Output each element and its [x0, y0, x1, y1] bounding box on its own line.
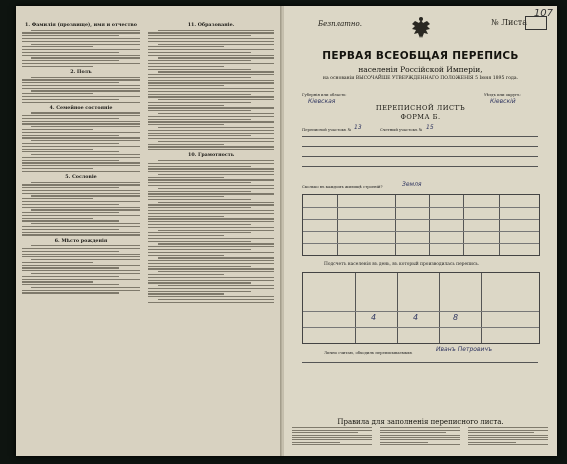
dwelling-table-label: Сколько въ каждомъ жилищѣ строеній?	[302, 184, 383, 189]
folio-number: 107	[533, 8, 553, 19]
text-line	[380, 427, 460, 428]
text-line	[148, 282, 251, 283]
left-column-2	[148, 20, 274, 426]
left-heading-fio: 1. Фамилія (прозвище), имя и отчество	[25, 22, 137, 28]
text-line	[22, 201, 140, 202]
text-line	[148, 185, 274, 186]
form-line	[302, 156, 538, 157]
text-line	[148, 55, 274, 56]
text-line	[31, 273, 140, 274]
text-line	[148, 88, 274, 89]
text-line	[148, 221, 274, 222]
text-line	[148, 166, 251, 167]
form-line	[302, 146, 538, 147]
text-line	[148, 46, 224, 47]
text-line	[31, 112, 140, 113]
uezd-label: Уѣздъ или округъ:	[484, 92, 521, 97]
text-line	[148, 63, 274, 64]
text-line	[22, 207, 140, 208]
text-line	[148, 232, 251, 233]
text-line	[158, 127, 274, 128]
sheet-number-label: № Листа	[491, 18, 527, 27]
text-line	[148, 241, 251, 242]
text-line	[22, 66, 93, 67]
text-line	[148, 105, 224, 106]
text-line	[148, 124, 224, 125]
text-line	[22, 184, 140, 185]
text-line	[22, 157, 140, 158]
count-title: Подсчетъ населенія въ день, въ который производилась перепись.	[324, 262, 480, 267]
text-line	[22, 248, 140, 249]
text-line	[22, 218, 93, 219]
text-line	[158, 174, 274, 175]
text-line	[148, 107, 274, 108]
double-headed-eagle-icon	[408, 16, 434, 42]
text-line	[148, 130, 274, 131]
text-line	[31, 182, 140, 183]
text-line	[148, 102, 251, 103]
text-line	[31, 30, 140, 31]
text-line	[148, 302, 274, 303]
text-line	[148, 119, 251, 120]
text-line	[148, 110, 251, 111]
text-line	[22, 229, 119, 230]
text-line	[148, 216, 224, 217]
text-line	[148, 177, 224, 178]
text-line	[31, 126, 140, 127]
text-line	[22, 46, 93, 47]
text-line	[148, 280, 274, 281]
document-spread	[16, 6, 557, 456]
text-line	[148, 168, 274, 169]
text-line	[148, 210, 274, 211]
left-heading-education: 11. Образованіе.	[187, 22, 235, 28]
text-line	[31, 223, 140, 224]
text-line	[468, 435, 548, 436]
text-line	[22, 55, 140, 56]
text-line	[148, 268, 274, 269]
text-line	[31, 77, 140, 78]
text-line	[22, 115, 140, 116]
text-line	[22, 267, 119, 268]
text-line	[148, 277, 274, 278]
text-line	[148, 133, 274, 134]
text-line	[468, 442, 516, 443]
text-line	[148, 135, 251, 136]
count-value-men: 4	[371, 313, 377, 322]
guberniya-label: Губернія или область:	[302, 92, 347, 97]
text-line	[292, 439, 372, 440]
text-line	[148, 218, 274, 219]
text-line	[158, 160, 274, 161]
text-line	[148, 96, 274, 97]
text-line	[31, 259, 140, 260]
text-line	[148, 91, 274, 92]
left-heading-literacy: 10. Грамотность	[188, 152, 234, 159]
text-line	[292, 432, 358, 433]
text-line	[468, 437, 548, 438]
text-line	[148, 146, 274, 147]
text-line	[148, 82, 274, 83]
text-line	[148, 49, 274, 50]
text-line	[22, 99, 119, 100]
text-line	[22, 279, 140, 280]
text-line	[148, 191, 251, 192]
text-line	[31, 140, 140, 141]
text-line	[148, 193, 274, 194]
text-line	[148, 213, 274, 214]
text-line	[148, 207, 251, 208]
enumerator-label: Лично считаю, обходилъ переписываемыхъ	[324, 350, 413, 355]
text-line	[380, 430, 460, 431]
text-line	[22, 88, 140, 89]
text-line	[380, 437, 460, 438]
text-line	[22, 63, 140, 64]
text-line	[22, 276, 119, 277]
dwelling-row-value: Земля	[402, 181, 422, 188]
text-line	[148, 196, 224, 197]
text-line	[22, 292, 119, 293]
text-line	[148, 255, 224, 256]
text-line	[22, 41, 140, 42]
text-line	[22, 52, 119, 53]
text-line	[148, 38, 274, 39]
text-line	[22, 290, 140, 291]
text-line	[22, 284, 119, 285]
text-line	[148, 171, 274, 172]
text-line	[158, 99, 274, 100]
text-line	[148, 224, 251, 225]
text-line	[158, 202, 274, 203]
text-line	[158, 113, 274, 114]
text-line	[22, 220, 119, 221]
text-line	[158, 44, 274, 45]
text-line	[158, 188, 274, 189]
text-line	[158, 243, 274, 244]
text-line	[31, 195, 140, 196]
text-line	[148, 138, 274, 139]
text-line	[158, 230, 274, 231]
text-line	[22, 121, 140, 122]
text-line	[148, 274, 224, 275]
left-heading-family: 4. Семейное состояніе	[49, 104, 113, 111]
left-page	[16, 6, 281, 456]
text-line	[22, 265, 140, 266]
text-line	[468, 444, 548, 445]
rules-title: Правила для заполненія переписного листа.	[337, 418, 504, 426]
text-line	[380, 442, 428, 443]
text-line	[22, 234, 140, 235]
census-subtitle: населенія Россійской Имперіи,	[358, 65, 483, 74]
text-line	[148, 291, 251, 292]
left-heading-birthplace: 6. Мѣсто рожденія	[54, 237, 108, 244]
text-line	[22, 137, 140, 138]
text-line	[148, 60, 251, 61]
text-line	[148, 52, 251, 53]
text-line	[31, 287, 140, 288]
text-line	[148, 77, 251, 78]
text-line	[31, 44, 140, 45]
text-line	[468, 427, 548, 428]
text-line	[148, 69, 251, 70]
census-title: ПЕРВАЯ ВСЕОБЩАЯ ПЕРЕПИСЬ	[322, 50, 519, 62]
text-line	[292, 430, 372, 431]
text-line	[148, 252, 274, 253]
text-line	[31, 209, 140, 210]
text-line	[148, 296, 274, 297]
text-line	[22, 32, 140, 33]
text-line	[292, 435, 372, 436]
text-line	[148, 182, 251, 183]
population-count-table	[302, 272, 540, 344]
text-line	[148, 249, 251, 250]
text-line	[148, 32, 274, 33]
text-line	[468, 439, 548, 440]
text-line	[148, 246, 274, 247]
text-line	[148, 238, 274, 239]
census-authority: на основаніи ВЫСОЧАЙШЕ УТВЕРЖДЕННАГО ПОЛОЖЕНІЯ 5 Іюня 1895 года.	[322, 76, 519, 81]
text-line	[158, 257, 274, 258]
text-line	[22, 198, 93, 199]
text-line	[31, 245, 140, 246]
right-page	[284, 6, 557, 456]
text-line	[22, 102, 140, 103]
text-line	[22, 35, 119, 36]
text-line	[22, 143, 119, 144]
text-line	[22, 60, 119, 61]
text-line	[292, 427, 372, 428]
text-line	[148, 293, 224, 294]
text-line	[158, 30, 274, 31]
text-line	[22, 270, 140, 271]
text-line	[22, 168, 93, 169]
text-line	[148, 227, 274, 228]
form-line	[302, 136, 538, 137]
text-line	[292, 444, 372, 445]
text-line	[22, 93, 93, 94]
text-line	[22, 118, 119, 119]
count-value-women: 4	[413, 313, 419, 322]
text-line	[158, 57, 274, 58]
text-line	[468, 432, 534, 433]
count-value-total: 8	[453, 313, 459, 322]
text-line	[22, 187, 119, 188]
guberniya-value: Кіевская	[308, 98, 336, 105]
form-title: ПЕРЕПИСНОЙ ЛИСТЪ	[375, 104, 466, 112]
text-line	[22, 212, 119, 213]
text-line	[148, 199, 251, 200]
text-line	[31, 154, 140, 155]
text-line	[22, 123, 140, 124]
form-line	[302, 362, 538, 363]
text-line	[22, 151, 119, 152]
text-line	[148, 288, 274, 289]
free-label: Безплатно.	[318, 20, 362, 28]
text-line	[148, 35, 251, 36]
text-line	[148, 74, 274, 75]
text-line	[148, 149, 274, 150]
enumerator-signature: Иванъ Петровичъ	[436, 346, 493, 353]
text-line	[22, 49, 140, 50]
text-line	[22, 146, 140, 147]
text-line	[22, 96, 140, 97]
text-line	[22, 82, 119, 83]
text-line	[148, 204, 274, 205]
text-line	[31, 90, 140, 91]
text-line	[380, 432, 446, 433]
form-line	[302, 166, 538, 167]
text-line	[22, 193, 140, 194]
text-line	[148, 266, 251, 267]
text-line	[380, 439, 460, 440]
text-line	[292, 437, 372, 438]
text-line	[22, 79, 140, 80]
text-line	[292, 442, 340, 443]
text-line	[22, 132, 140, 133]
text-line	[22, 262, 93, 263]
form-name: ФОРМА Б.	[400, 113, 441, 121]
text-line	[22, 149, 93, 150]
text-line	[22, 215, 140, 216]
text-line	[22, 190, 140, 191]
text-line	[22, 254, 140, 255]
text-line	[148, 116, 274, 117]
census-district-value: 15	[426, 124, 434, 131]
text-line	[148, 121, 274, 122]
text-line	[380, 435, 460, 436]
uezd-value: Кіевскій	[490, 98, 516, 105]
counting-district-label: Переписной участокъ №	[302, 127, 352, 132]
left-heading-estate: 5. Сословіе	[65, 173, 97, 180]
text-line	[158, 285, 274, 286]
counting-district-value: 13	[354, 124, 362, 131]
dwelling-table	[302, 194, 540, 256]
text-line	[31, 57, 140, 58]
text-line	[148, 263, 274, 264]
text-line	[22, 160, 119, 161]
text-line	[380, 444, 460, 445]
text-line	[148, 163, 274, 164]
text-line	[148, 144, 224, 145]
text-line	[22, 171, 140, 172]
text-line	[22, 281, 93, 282]
left-heading-sex: 2. Полъ	[70, 68, 92, 75]
text-line	[22, 251, 119, 252]
text-line	[148, 260, 274, 261]
text-line	[22, 256, 140, 257]
rules-text	[292, 426, 549, 452]
text-line	[22, 38, 140, 39]
text-line	[148, 94, 251, 95]
text-line	[148, 41, 274, 42]
text-line	[148, 80, 274, 81]
text-line	[22, 232, 140, 233]
census-district-label: Счетный участокъ №	[380, 127, 423, 132]
text-line	[158, 299, 274, 300]
text-line	[22, 129, 93, 130]
text-line	[148, 235, 224, 236]
text-line	[22, 162, 140, 163]
text-line	[22, 204, 119, 205]
left-column-1	[22, 20, 140, 426]
text-line	[158, 141, 274, 142]
text-line	[158, 71, 274, 72]
text-line	[22, 226, 140, 227]
text-line	[148, 66, 224, 67]
text-line	[22, 165, 140, 166]
text-line	[468, 430, 548, 431]
text-line	[22, 85, 140, 86]
text-line	[22, 135, 119, 136]
text-line	[148, 179, 274, 180]
text-line	[148, 85, 224, 86]
text-line	[158, 271, 274, 272]
